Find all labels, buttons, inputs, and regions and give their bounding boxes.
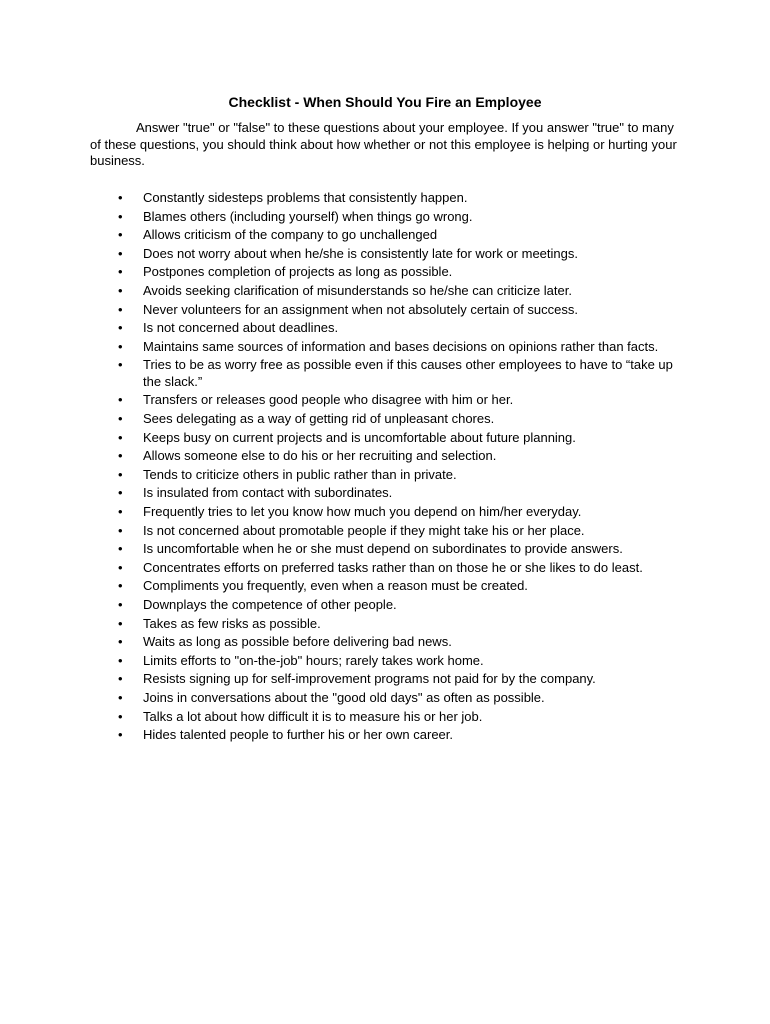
checklist-item <box>0 392 770 409</box>
bullet-icon: • <box>118 522 123 538</box>
checklist-item <box>0 339 770 356</box>
checklist-item <box>0 448 770 465</box>
intro-paragraph: Answer "true" or "false" to these questions about your employee. If you answer "true" to many of these questions, you should think about how whether or not this employee is helping or hurting your business. <box>90 120 677 168</box>
bullet-icon: • <box>118 578 123 594</box>
bullet-icon: • <box>118 504 123 519</box>
checklist-item-text: Maintains same sources of information and bases decisions on opinions rather than facts. <box>143 338 659 354</box>
checklist-item-text: Transfers or releases good people who disagree with him or her. <box>143 392 514 408</box>
checklist-item <box>0 246 770 263</box>
bullet-icon: • <box>118 227 123 243</box>
checklist-item-text: Is insulated from contact with subordinates. <box>143 485 393 501</box>
checklist-item <box>0 467 770 484</box>
bullet-icon: • <box>118 596 123 612</box>
bullet-icon: • <box>118 727 123 743</box>
bullet-icon: • <box>118 282 123 298</box>
checklist-item-text: Talks a lot about how difficult it is to measure his or her job. <box>143 708 483 724</box>
checklist-item-text: Takes as few risks as possible. <box>143 615 321 631</box>
checklist-item <box>0 578 770 595</box>
checklist-item <box>0 264 770 281</box>
bullet-icon: • <box>118 634 123 650</box>
checklist-item <box>0 357 770 390</box>
checklist-item-text: Concentrates efforts on preferred tasks rather than on those he or she likes to do least. <box>143 559 643 575</box>
checklist-item-text: Avoids seeking clarification of misunderstands so he/she can criticize later. <box>143 282 572 298</box>
checklist-item-text: Tends to criticize others in public rather than in private. <box>143 466 457 482</box>
checklist-item <box>0 302 770 319</box>
checklist-item-text: Is not concerned about deadlines. <box>143 320 339 336</box>
checklist-item <box>0 634 770 651</box>
checklist-item-text: Keeps busy on current projects and is uncomfortable about future planning. <box>143 429 576 445</box>
checklist-item-text: Compliments you frequently, even when a reason must be created. <box>143 578 528 594</box>
bullet-icon: • <box>118 320 123 336</box>
bullet-icon: • <box>118 615 123 631</box>
checklist-item-text: Tries to be as worry free as possible even if this causes other employees to have to “take up the slack.” <box>143 357 673 389</box>
checklist-item <box>0 541 770 558</box>
checklist-item-text: Allows criticism of the company to go unchallenged <box>143 227 438 243</box>
checklist-item <box>0 411 770 428</box>
bullet-icon: • <box>118 541 123 557</box>
checklist-item <box>0 485 770 502</box>
bullet-icon: • <box>118 559 123 575</box>
checklist-item <box>0 227 770 244</box>
checklist-item <box>0 504 770 521</box>
bullet-icon: • <box>118 411 123 427</box>
checklist-item <box>0 690 770 707</box>
checklist-item-text: Frequently tries to let you know how much you depend on him/her everyday. <box>143 504 582 519</box>
checklist-item <box>0 616 770 633</box>
checklist-item <box>0 671 770 688</box>
bullet-icon: • <box>118 357 123 373</box>
bullet-icon: • <box>118 301 123 317</box>
bullet-icon: • <box>118 485 123 501</box>
checklist-item <box>0 430 770 447</box>
checklist-item <box>0 709 770 726</box>
bullet-icon: • <box>118 671 123 687</box>
checklist-item <box>0 727 770 744</box>
checklist-item <box>0 209 770 226</box>
checklist-item-text: Is not concerned about promotable people if they might take his or her place. <box>143 522 585 538</box>
bullet-icon: • <box>118 190 123 205</box>
bullet-icon: • <box>118 708 123 724</box>
bullet-icon: • <box>118 208 123 224</box>
checklist-item-text: Downplays the competence of other people. <box>143 596 397 612</box>
checklist-item <box>0 523 770 540</box>
checklist-item <box>0 190 770 207</box>
bullet-icon: • <box>118 392 123 408</box>
checklist-item <box>0 283 770 300</box>
bullet-icon: • <box>118 429 123 445</box>
checklist-item <box>0 653 770 670</box>
checklist-item-text: Postpones completion of projects as long as possible. <box>143 264 453 280</box>
checklist-item-text: Limits efforts to "on-the-job" hours; rarely takes work home. <box>143 652 484 668</box>
checklist-item-text: Does not worry about when he/she is consistently late for work or meetings. <box>143 245 578 261</box>
checklist-item-text: Blames others (including yourself) when things go wrong. <box>143 208 473 224</box>
document-title: Checklist - When Should You Fire an Employee <box>228 94 542 110</box>
checklist <box>0 190 770 746</box>
bullet-icon: • <box>118 448 123 464</box>
bullet-icon: • <box>118 338 123 354</box>
bullet-icon: • <box>118 652 123 668</box>
checklist-item-text: Waits as long as possible before delivering bad news. <box>143 634 452 650</box>
checklist-item-text: Constantly sidesteps problems that consistently happen. <box>143 190 468 205</box>
checklist-item-text: Joins in conversations about the "good old days" as often as possible. <box>143 689 545 705</box>
checklist-item-text: Resists signing up for self-improvement programs not paid for by the company. <box>143 671 596 687</box>
checklist-item-text: Hides talented people to further his or her own career. <box>143 727 454 743</box>
checklist-item <box>0 320 770 337</box>
checklist-item-text: Sees delegating as a way of getting rid of unpleasant chores. <box>143 411 495 427</box>
checklist-item-text: Never volunteers for an assignment when not absolutely certain of success. <box>143 301 579 317</box>
checklist-item-text: Is uncomfortable when he or she must depend on subordinates to provide answers. <box>143 541 623 557</box>
bullet-icon: • <box>118 689 123 705</box>
bullet-icon: • <box>118 245 123 261</box>
bullet-icon: • <box>118 264 123 280</box>
bullet-icon: • <box>118 466 123 482</box>
checklist-item <box>0 560 770 577</box>
checklist-item-text: Allows someone else to do his or her recruiting and selection. <box>143 448 497 464</box>
checklist-item <box>0 597 770 614</box>
